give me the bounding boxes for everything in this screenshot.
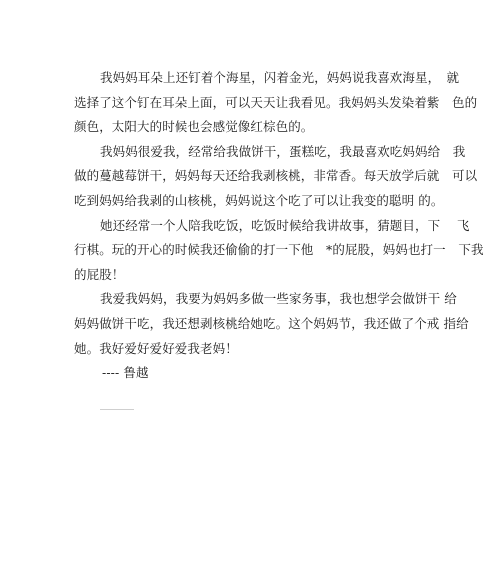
paragraph-play xyxy=(74,214,484,288)
paragraph-line: 选择了这个钉在耳朵上面，可以天天让我看见。我妈妈头发染着紫 色的 xyxy=(74,94,478,110)
paragraph-line: 我妈妈耳朵上还钉着个海星，闪着金光，妈妈说我喜欢海星， 就 xyxy=(100,70,460,85)
paragraph-line: 我妈妈很爱我，经常给我做饼干，蛋糕吃，我最喜欢吃妈妈给 我 xyxy=(100,143,466,159)
paragraph-line: 吃到妈妈给我剥的山核桃，妈妈说这个吃了可以让我变的聪明 的。 xyxy=(74,192,444,208)
paragraph-line: 我爱我妈妈，我要为妈妈多做一些家务事，我也想学会做饼干 给 xyxy=(100,291,457,307)
author-signature: ---- 鲁越 xyxy=(102,365,149,381)
paragraph-earring xyxy=(74,66,478,140)
paragraph-line: 的屁股！ xyxy=(74,266,125,282)
essay-body xyxy=(74,66,484,386)
paragraph-line: 妈妈做饼干吃，我还想剥核桃给她吃。这个妈妈节，我还做了个戒 指给 xyxy=(74,315,469,331)
paragraph-cookies xyxy=(74,140,478,214)
paragraph-line: 做的蔓越莓饼干，妈妈每天还给我剥核桃，非常香。每天放学后就 可以 xyxy=(74,168,478,184)
divider-rule xyxy=(100,409,134,410)
paragraph-line: 行棋。玩的开心的时候我还偷偷的打一下他 *的屁股，妈妈也打一 下我 xyxy=(74,242,484,258)
paragraph-love xyxy=(74,287,469,361)
paragraph-line: 颜色，太阳大的时候也会感觉像红棕色的。 xyxy=(74,119,314,135)
paragraph-line: 她。我好爱好爱好爱我老妈！ xyxy=(74,340,238,356)
paragraph-line: 她还经常一个人陪我吃饭，吃饭时候给我讲故事，猜题目，下 飞 xyxy=(100,217,470,233)
